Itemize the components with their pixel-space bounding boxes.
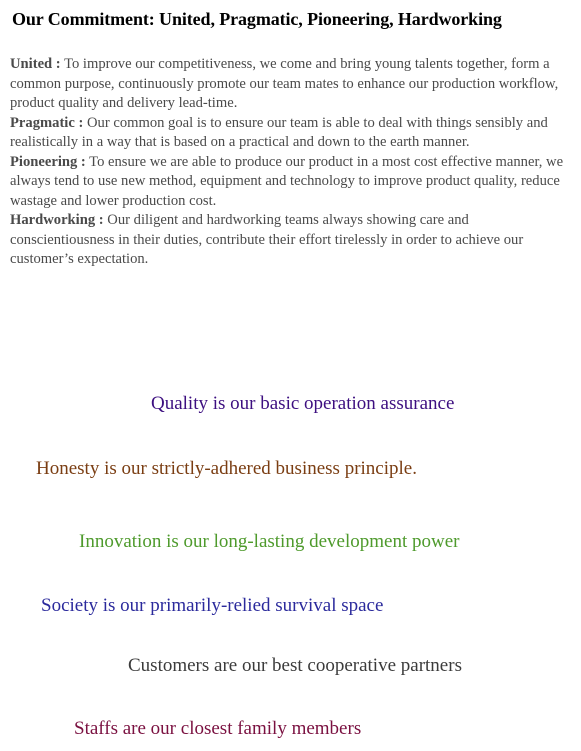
commitment-term: Hardworking :: [10, 212, 104, 228]
commitment-pioneering: [10, 153, 566, 212]
commitment-pragmatic: [10, 114, 566, 153]
commitment-text: Our diligent and hardworking teams always showing care and conscientiousness in their duties, contribute their effort tirelessly in order to achieve our customer’s expectation.: [10, 212, 524, 267]
commitment-term: Pioneering :: [10, 153, 86, 170]
slogan-quality: Quality is our basic operation assurance: [151, 393, 455, 414]
commitment-hardworking: [10, 211, 566, 270]
commitment-united: [10, 55, 566, 114]
slogan-staffs: Staffs are our closest family members: [74, 718, 362, 739]
slogan-innovation: Innovation is our long-lasting development power: [79, 531, 460, 552]
commitment-text: To ensure we are able to produce our product in a most cost effective manner, we always tend to use new method, equipment and technology to improve product quality, reduce wastage and lower production cost.: [10, 153, 564, 209]
slogan-honesty: Honesty is our strictly-adhered business principle.: [36, 458, 417, 479]
commitment-term: United :: [10, 56, 61, 72]
page-title: Our Commitment: United, Pragmatic, Pioneering, Hardworking: [12, 9, 502, 29]
slogan-customers: Customers are our best cooperative partners: [128, 655, 462, 676]
commitment-text: Our common goal is to ensure our team is able to deal with things sensibly and realistically in a way that is based on a practical and down to the earth manner.: [10, 114, 548, 150]
commitment-list: [10, 55, 566, 270]
slogan-society: Society is our primarily-relied survival space: [41, 595, 384, 616]
commitment-term: Pragmatic :: [10, 114, 84, 131]
commitment-text: To improve our competitiveness, we come and bring young talents together, form a common purpose, continuously promote our team mates to enhance our production workflow, product quality and delivery lead-time.: [10, 56, 559, 111]
